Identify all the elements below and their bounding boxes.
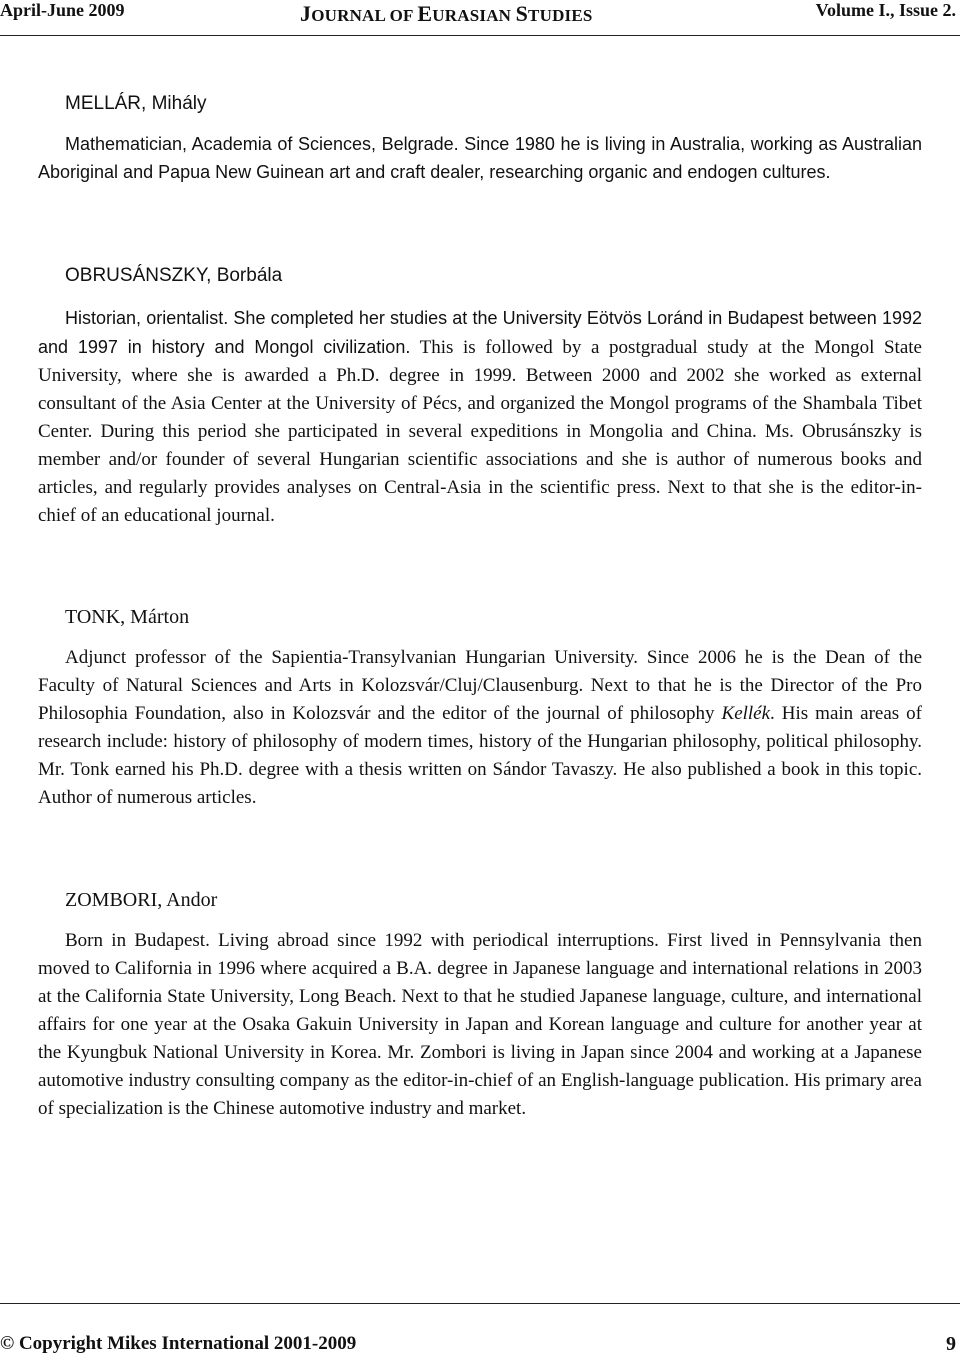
- journal-title-part1: OURNAL OF: [311, 6, 418, 25]
- page-footer: [0, 1333, 960, 1357]
- journal-title-j: J: [300, 1, 312, 26]
- volume-issue: Volume I., Issue 2.: [815, 0, 956, 20]
- page-header: [0, 0, 960, 36]
- author-entry-obrusanszky: [38, 262, 922, 530]
- journal-title-s: S: [515, 1, 529, 26]
- header-divider: [0, 35, 960, 36]
- author-bio-part1: Adjunct professor of the Sapientia-Transylvanian Hungarian University. Since 2006 he is the Dean of the Faculty of Natural Sciences and Arts in Kolozsvár/Cluj/Clausenburg. Next to that he is the Director of the Pro Philosophia Foundation, also in Kolozsvár and the editor of the journal of philosophy: [38, 647, 922, 724]
- author-name: MELLÁR, Mihály: [65, 93, 207, 114]
- journal-title-e: E: [417, 1, 433, 26]
- author-name: TONK, Márton: [65, 606, 190, 628]
- author-bio-part1: Historian, orientalist. She completed her studies at the University Eötvös Loránd in Budapest between 1992 and 1997 in history and Mongol civilization.: [38, 308, 922, 357]
- journal-title: [300, 1, 593, 27]
- author-name: ZOMBORI, Andor: [65, 889, 218, 911]
- author-entry-zombori: [38, 886, 922, 1123]
- journal-title-part2: URASIAN: [432, 6, 516, 25]
- author-bio-part2: . His main areas of research include: history of philosophy of modern times, history of the Hungarian philosophy, political philosophy. Mr. Tonk earned his Ph.D. degree with a thesis written on Sándor Tavaszy. He also published a book in this topic. Author of numerous articles.: [38, 703, 922, 808]
- author-bio: Born in Budapest. Living abroad since 1992 with periodical interruptions. First lived in Pennsylvania then moved to California in 1996 where acquired a B.A. degree in Japanese language and international relations in 2003 at the California State University, Long Beach. Next to that he studied Japanese language, culture, and international affairs for one year at the Osaka Gakuin University in Japan and Korean language and culture for another year at the Kyungbuk National University in Korea. Mr. Zombori is living in Japan since 2004 and working at a Japanese automotive industry consulting company as the editor-in-chief of an English-language publication. His primary area of specialization is the Chinese automotive industry and market.: [38, 930, 922, 1119]
- journal-name-kellek: Kellék: [721, 703, 771, 724]
- journal-title-part3: TUDIES: [528, 6, 593, 25]
- copyright-notice: © Copyright Mikes International 2001-2009: [0, 1333, 357, 1354]
- page-number: 9: [946, 1333, 956, 1355]
- author-bio: Mathematician, Academia of Sciences, Belgrade. Since 1980 he is living in Australia, working as Australian Aboriginal and Papua New Guinean art and craft dealer, researching organic and endogen cultures.: [38, 134, 922, 182]
- author-entry-mellar: [38, 90, 922, 186]
- author-bio-part2: This is followed by a postgradual study at the Mongol State University, where she is awarded a Ph.D. degree in 1999.: [38, 337, 922, 386]
- author-bio: [38, 304, 922, 530]
- issue-date: April-June 2009: [0, 0, 125, 20]
- footer-divider: [0, 1303, 960, 1304]
- author-bio: [38, 644, 922, 812]
- author-entry-tonk: [38, 603, 922, 812]
- author-bio-part3: Between 2000 and 2002 she worked as external consultant of the Asia Center at the University of Pécs, and organized the Mongol programs of the Shambala Tibet Center. During this period she participated in several expeditions in Mongolia and China. Ms. Obrusánszky is member and/or founder of several Hungarian scientific associations and she is author of numerous books and articles, and regularly provides analyses on Central-Asia in the scientific press. Next to that she is the editor-in-chief of an educational journal.: [38, 365, 922, 526]
- author-name: OBRUSÁNSZKY, Borbála: [65, 265, 283, 286]
